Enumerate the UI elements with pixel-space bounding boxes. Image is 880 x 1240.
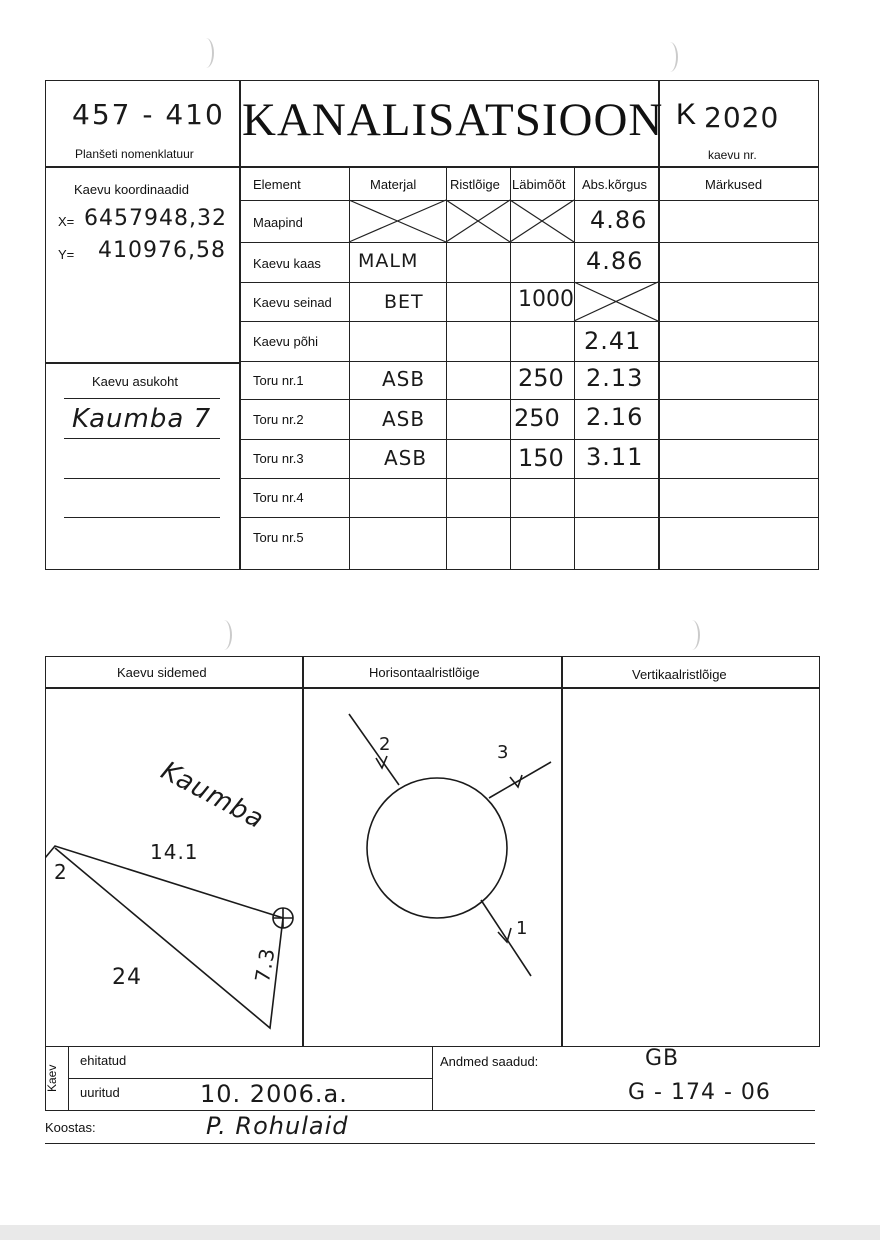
x-prefix: X=	[58, 214, 75, 229]
row-element-label: Toru nr.2	[253, 412, 304, 427]
data-received-label: Andmed saadud:	[440, 1054, 539, 1069]
row-material-value: ASB	[382, 407, 426, 431]
ties-sketch	[45, 688, 302, 1046]
crossed-cells	[0, 0, 880, 600]
well-number-label: kaevu nr.	[708, 148, 757, 162]
location-value: Kaumba 7	[72, 404, 212, 434]
pipe-label-3: 3	[497, 742, 510, 763]
row-material-value: MALM	[358, 250, 419, 272]
row-abs-value: 4.86	[590, 206, 648, 234]
distance-top: 14.1	[150, 840, 199, 864]
well-side-label: Kaev	[45, 1064, 59, 1092]
row-diameter-value: 1000	[518, 287, 574, 312]
horizontal-section-sketch	[303, 688, 561, 1046]
row-material-value: BET	[384, 291, 424, 313]
row-element-label: Kaevu seinad	[253, 295, 332, 310]
ties-header: Kaevu sidemed	[117, 665, 207, 680]
col-header-diameter: Läbimõõt	[512, 177, 566, 192]
row-element-label: Toru nr.5	[253, 530, 304, 545]
y-prefix: Y=	[58, 247, 75, 262]
row-element-label: Kaevu põhi	[253, 334, 319, 349]
data-received-ref: G - 174 - 06	[628, 1080, 771, 1105]
distance-right: 7.3	[250, 945, 280, 985]
form-title: KANALISATSIOON	[242, 94, 664, 146]
scan-edge	[0, 1225, 880, 1240]
street-label: Kaumba	[155, 756, 270, 836]
col-header-material: Materjal	[370, 177, 417, 192]
plan-number-label: Planšeti nomenklatuur	[75, 147, 194, 161]
col-header-section: Ristlõige	[450, 177, 500, 192]
y-coordinate-value: 410976,58	[98, 238, 226, 263]
row-diameter-value: 250	[514, 404, 560, 432]
horizontal-section-header: Horisontaalristlõige	[369, 665, 480, 680]
well-number-prefix: K	[676, 98, 697, 131]
author-label: Koostas:	[45, 1120, 96, 1135]
row-abs-value: 2.16	[586, 403, 644, 431]
row-abs-value: 2.41	[584, 327, 642, 355]
row-element-label: Toru nr.3	[253, 451, 304, 466]
row-diameter-value: 250	[518, 364, 564, 392]
col-header-element: Element	[253, 177, 301, 192]
surveyed-value: 10. 2006.a.	[200, 1080, 348, 1108]
vertical-section-header: Vertikaalristlõige	[632, 667, 727, 682]
row-material-value: ASB	[384, 446, 428, 470]
author-value: P. Rohulaid	[206, 1112, 349, 1140]
row-element-label: Toru nr.1	[253, 373, 304, 388]
row-element-label: Toru nr.4	[253, 490, 304, 505]
row-abs-value: 4.86	[586, 247, 644, 275]
row-abs-value: 2.13	[586, 364, 644, 392]
location-label: Kaevu asukoht	[92, 374, 179, 389]
data-received-source: GB	[645, 1046, 680, 1071]
well-number-value: 2020	[704, 101, 780, 134]
col-header-abs-height: Abs.kõrgus	[582, 177, 648, 192]
coordinates-label: Kaevu koordinaadid	[74, 182, 189, 197]
punch-mark	[216, 620, 232, 650]
row-material-value: ASB	[382, 367, 426, 391]
built-label: ehitatud	[80, 1053, 127, 1068]
row-diameter-value: 150	[518, 444, 564, 472]
distance-diagonal: 24	[112, 965, 142, 990]
punch-mark	[684, 620, 700, 650]
surveyed-label: uuritud	[80, 1085, 120, 1100]
point-label: 2	[54, 860, 68, 884]
pipe-label-1: 1	[516, 918, 529, 939]
col-header-notes: Märkused	[705, 177, 763, 192]
x-coordinate-value: 6457948,32	[84, 206, 227, 231]
plan-number-value: 457 - 410	[72, 98, 225, 131]
row-element-label: Maapind	[253, 215, 303, 230]
row-abs-value: 3.11	[586, 443, 644, 471]
row-element-label: Kaevu kaas	[253, 256, 321, 271]
pipe-label-2: 2	[379, 734, 392, 755]
